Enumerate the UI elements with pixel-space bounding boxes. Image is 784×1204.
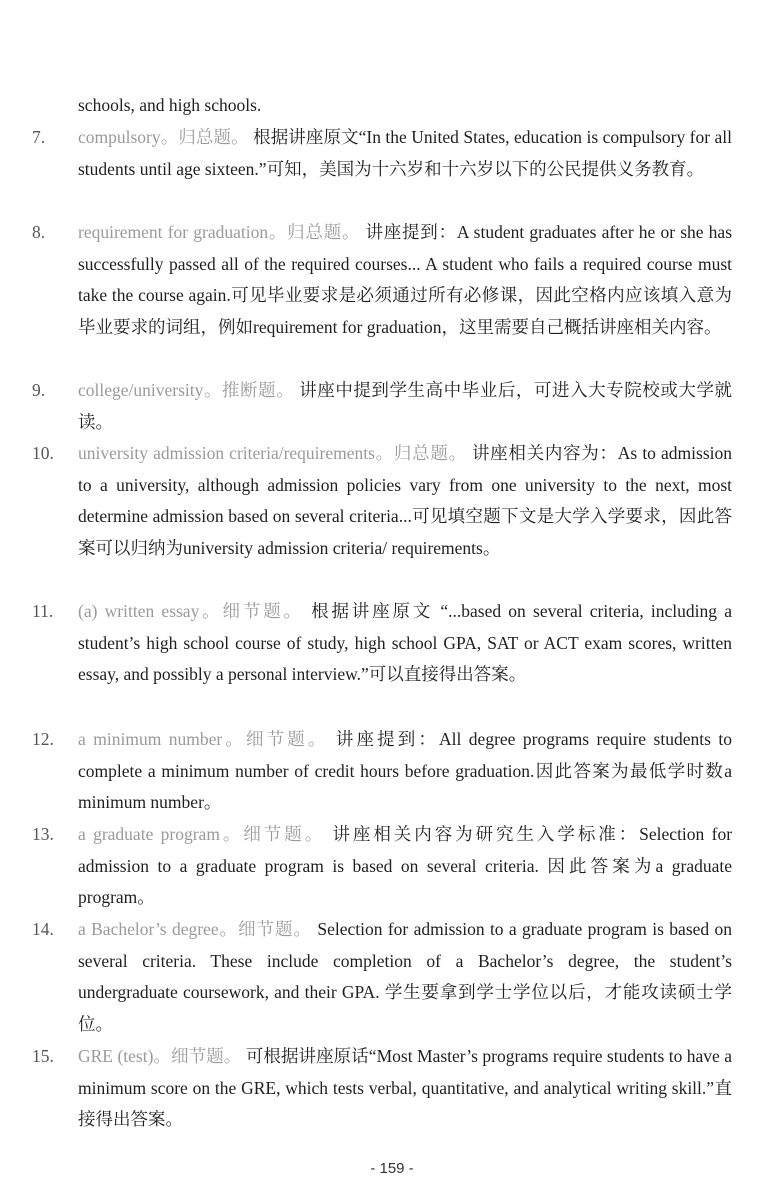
item-answer: a Bachelor’s degree (78, 919, 219, 939)
item-separator: 。 (223, 1046, 242, 1066)
item-explanation: Selection for admission to a graduate program is based on several criteria. These include completion of a Bachelor’s degree, the student’s undergraduate coursework, and their GPA. 学生要拿到学士学位以后，才能攻读硕士学位。 (78, 919, 733, 1034)
item-answer: (a) written essay (78, 601, 200, 621)
item-number: 7. (32, 127, 46, 147)
item-separator: 。 (203, 380, 223, 400)
item-explanation: 讲座中提到学生高中毕业后，可进入大专院校或大学就读。 (78, 380, 733, 432)
item-body (78, 438, 732, 564)
item-separator: 。 (160, 127, 179, 147)
item-separator: 。 (283, 601, 304, 621)
item-body (78, 1041, 732, 1136)
item-number: 8. (32, 222, 46, 242)
item-explanation: 可根据讲座原话“Most Master’s programs require students to have a minimum score on the GRE, which tests verbal, quantitative, and analytical writing skill.”直接得出答案。 (78, 1046, 733, 1129)
item-body (78, 914, 732, 1040)
answer-item-11 (32, 596, 732, 691)
item-answer: university admission criteria/requirements (78, 443, 375, 463)
item-question-type: 细节题 (245, 729, 308, 749)
item-separator: 。 (307, 729, 329, 749)
item-body (78, 375, 732, 438)
item-body (78, 217, 732, 343)
intro-line: schools, and high schools. (78, 95, 262, 115)
answer-item-13 (32, 819, 732, 914)
answer-item-9 (32, 375, 732, 438)
item-number: 12. (32, 729, 54, 749)
item-separator: 。 (304, 824, 326, 844)
item-question-type: 归总题 (287, 222, 343, 242)
item-separator: 。 (268, 222, 288, 242)
item-separator: 。 (374, 443, 394, 463)
item-body (78, 122, 732, 185)
item-separator: 。 (222, 729, 246, 749)
item-separator: 。 (199, 601, 223, 621)
item-answer: a minimum number (78, 729, 223, 749)
item-number: 14. (32, 919, 54, 939)
item-number: 15. (32, 1046, 54, 1066)
answer-item-15 (32, 1041, 732, 1136)
item-question-type: 归总题 (178, 127, 232, 147)
item-separator: 。 (219, 824, 244, 844)
item-question-type: 细节题 (243, 824, 305, 844)
item-body (78, 596, 732, 691)
item-separator: 。 (231, 127, 249, 147)
item-answer: college/university (78, 380, 204, 400)
item-number: 9. (32, 380, 46, 400)
item-separator: 。 (342, 222, 361, 242)
answer-item-8 (32, 217, 732, 343)
item-explanation: 讲座相关内容为：As to admission to a university, although admission policies vary from one university to the next, most determine admission based on several criteria...可见填空题下文是大学入学要求，因此答案可以归纳为university admission criteria/ requirements。 (78, 443, 733, 558)
item-question-type: 细节题 (238, 919, 294, 939)
item-question-type: 细节题 (171, 1046, 224, 1066)
item-number: 13. (32, 824, 54, 844)
answer-item-14 (32, 914, 732, 1040)
item-question-type: 细节题 (222, 601, 284, 621)
item-number: 10. (32, 443, 54, 463)
answer-item-12 (32, 724, 732, 819)
item-explanation: 讲座提到：A student graduates after he or she has successfully passed all of the required courses... A student who fails a required course must take the course again.可见毕业要求是必须通过所有必修课，因此空格内应该填入意为毕业要求的词组，例如requirement for graduation，这里需要自己概括讲座相关内容。 (78, 222, 733, 337)
item-explanation: 讲座相关内容为研究生入学标准：Selection for admission to a graduate program is based on several criteria. 因此答案为a graduate program。 (78, 824, 733, 907)
answer-item-7 (32, 122, 732, 185)
item-answer: a graduate program (78, 824, 220, 844)
item-separator: 。 (153, 1046, 172, 1066)
item-answer: requirement for graduation (78, 222, 269, 242)
item-question-type: 推断题 (222, 380, 277, 400)
item-separator: 。 (448, 443, 467, 463)
item-body (78, 724, 732, 819)
item-question-type: 归总题 (393, 443, 449, 463)
item-separator: 。 (218, 919, 239, 939)
item-explanation: 根据讲座原文“In the United States, education is compulsory for all students until age sixteen.”可知，美国为十六岁和十六岁以下的公民提供义务教育。 (78, 127, 733, 179)
item-separator: 。 (276, 380, 295, 400)
item-separator: 。 (293, 919, 313, 939)
item-answer: compulsory (78, 127, 161, 147)
item-body (78, 819, 732, 914)
item-explanation: 根据讲座原文 “...based on several criteria, including a student’s high school course of study, high school GPA, SAT or ACT exam scores, written essay, and possibly a personal interview.”可以直接得出答案。 (78, 601, 733, 684)
answer-item-10 (32, 438, 732, 564)
item-answer: GRE (test) (78, 1046, 154, 1066)
item-explanation: 讲座提到：All degree programs require students to complete a minimum number of credit hours before graduation.因此答案为最低学时数a minimum number。 (78, 729, 732, 812)
page-number: - 159 - (370, 1160, 414, 1177)
item-number: 11. (32, 601, 54, 621)
